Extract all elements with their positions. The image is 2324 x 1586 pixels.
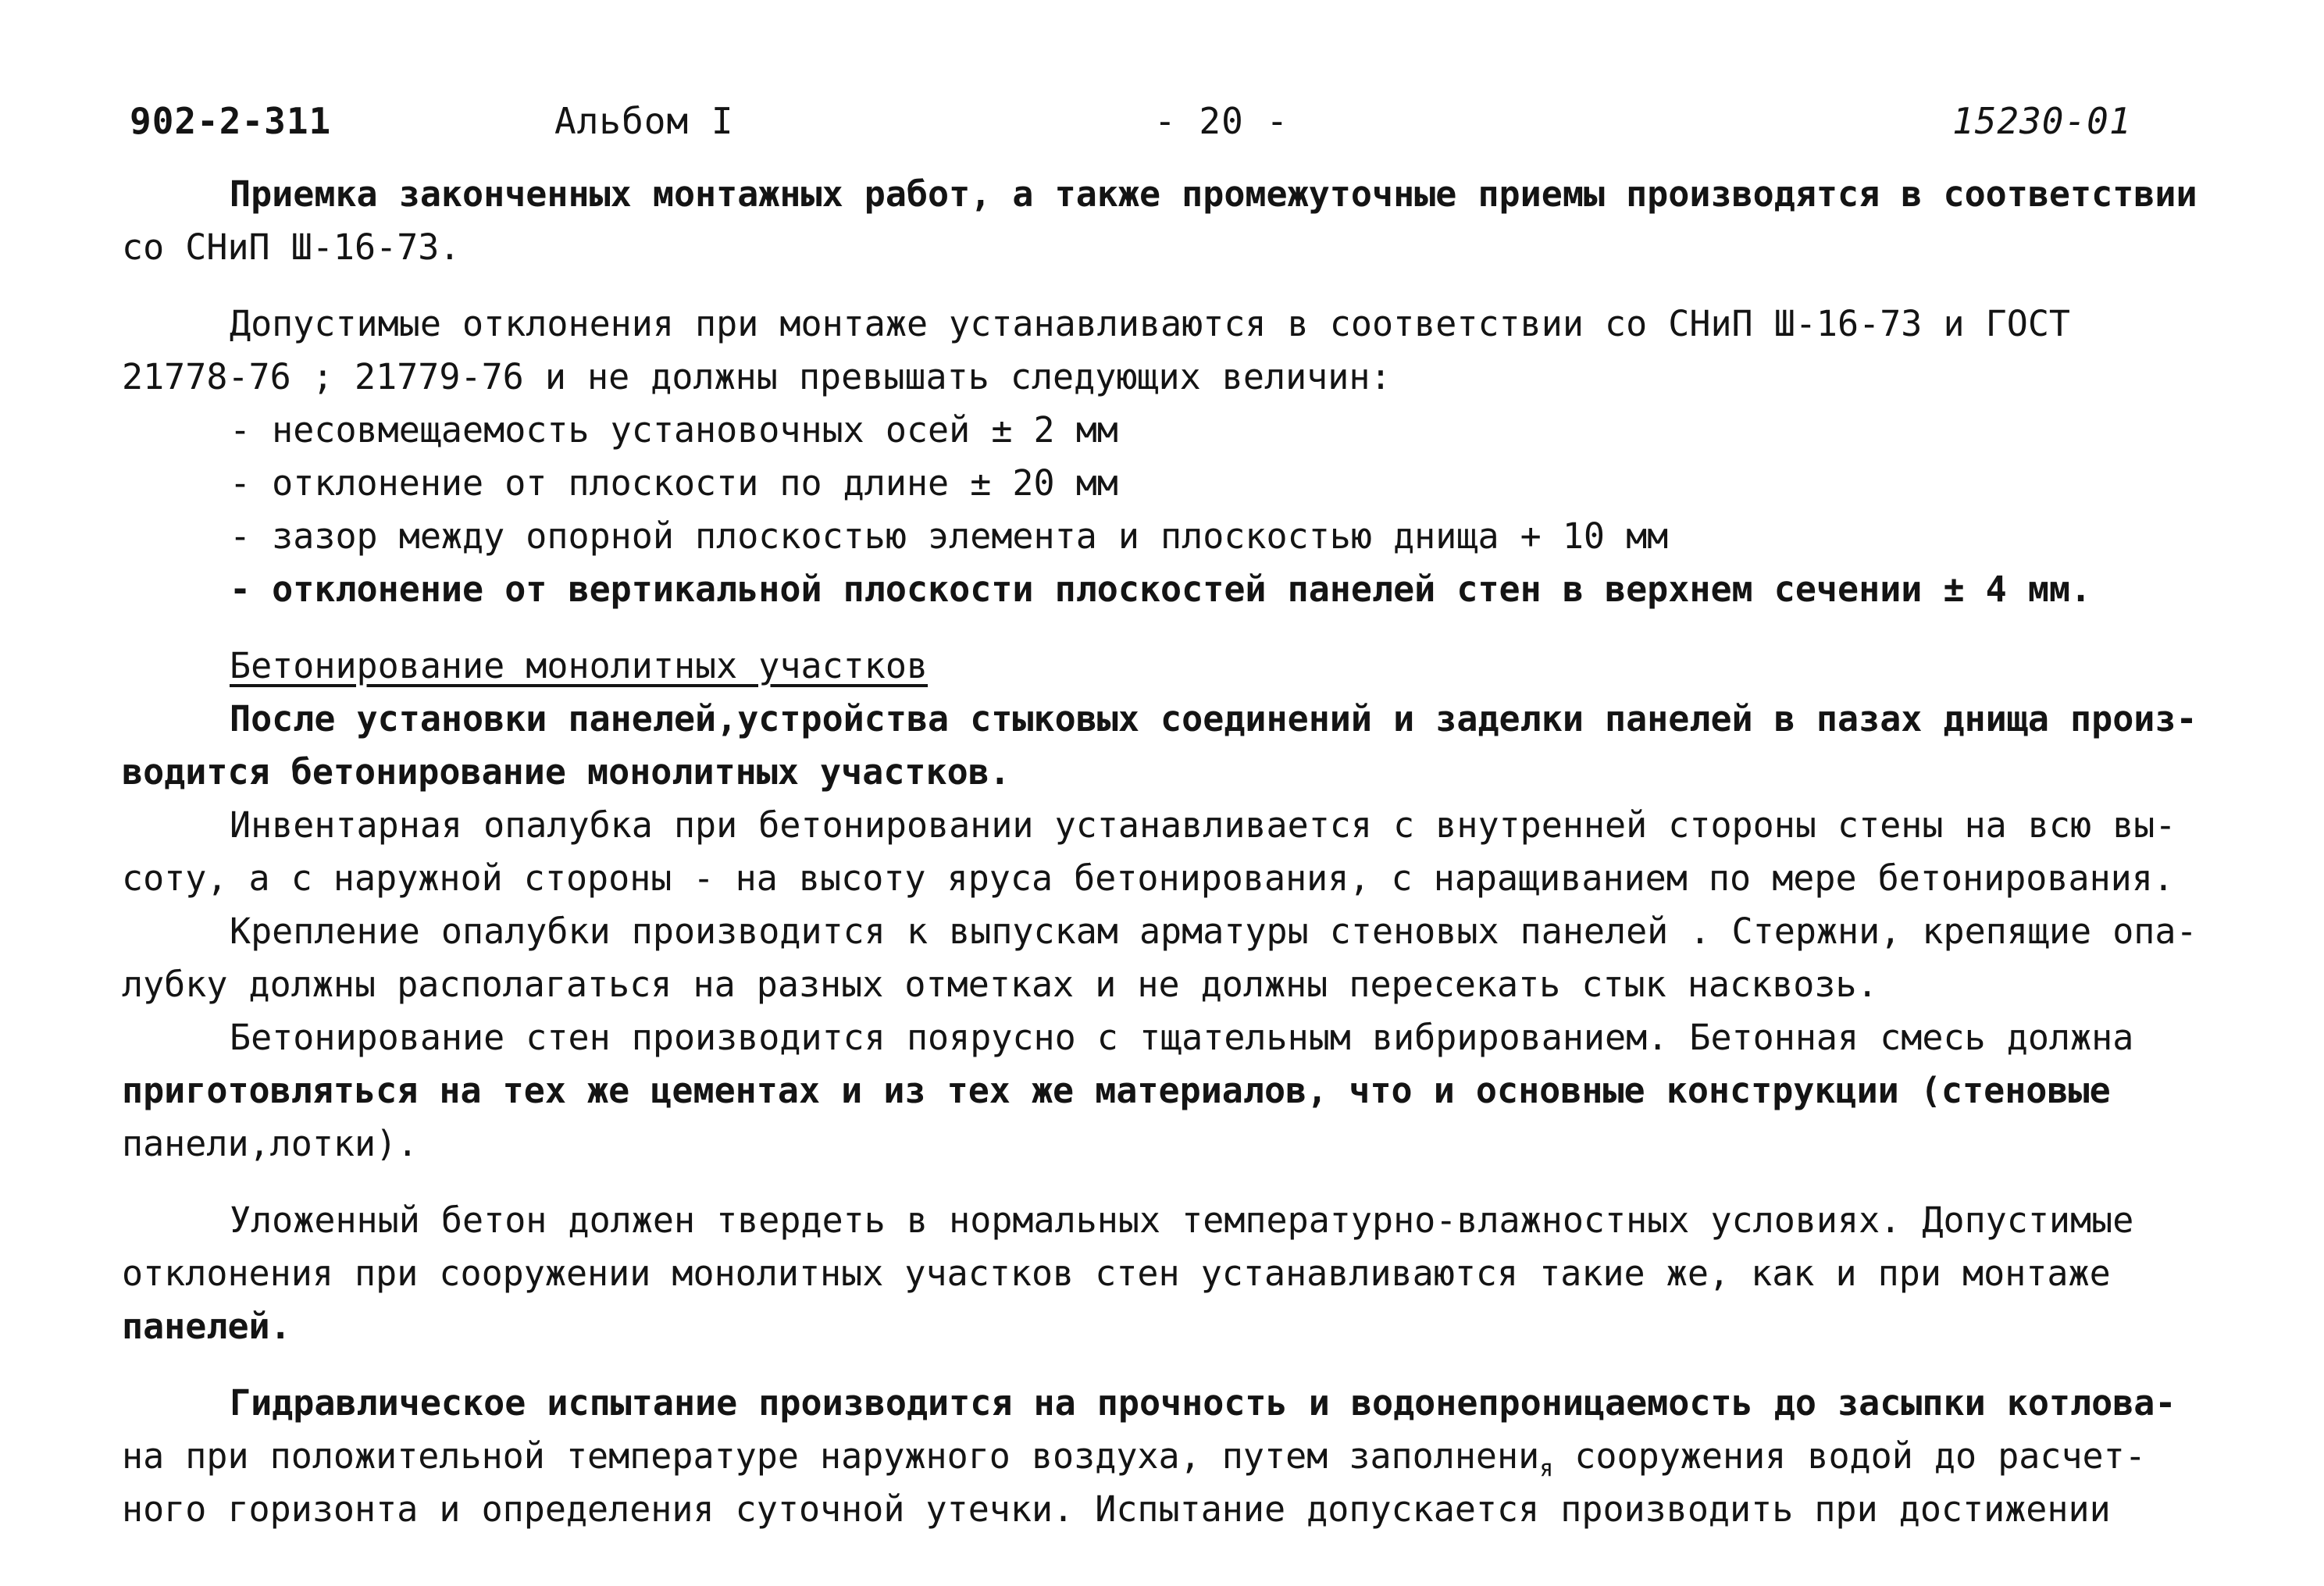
- text-line: приготовляться на тех же цементах и из тех же материалов, что и основные конструкции (стеновые: [122, 1070, 2111, 1111]
- paragraph-tolerances-intro: [122, 298, 2230, 404]
- paragraph-acceptance: [122, 168, 2230, 274]
- text-line: отклонения при сооружении монолитных участков стен устанавливаются такие же, как и при монтаже: [122, 1253, 2111, 1294]
- list-item: - несовмещаемость установочных осей ± 2 мм: [230, 409, 1118, 451]
- text-line: Допустимые отклонения при монтаже устанавливаются в соответствии со СНиП Ш-16-73 и ГОСТ: [230, 303, 2071, 344]
- text-line: ного горизонта и определения суточной утечки. Испытание допускается производить при достижении: [122, 1488, 2111, 1530]
- paragraph-concrete-2: [122, 799, 2230, 905]
- text-line: Приемка законченных монтажных работ, а также промежуточные приемы производятся в соответствии: [230, 173, 2197, 215]
- text-line: После установки панелей,устройства стыковых соединений и заделки панелей в пазах днища произ-: [230, 698, 2197, 740]
- text-line: Крепление опалубки производится к выпускам арматуры стеновых панелей . Стержни, крепящие опа-: [230, 911, 2197, 952]
- list-item: - отклонение от плоскости по длине ± 20 мм: [230, 462, 1118, 504]
- paragraph-concrete-1: [122, 693, 2230, 799]
- page-number: - 20 -: [1154, 100, 1289, 142]
- text-line: [122, 1430, 2230, 1483]
- tolerance-list: [122, 404, 2230, 616]
- text-line: Инвентарная опалубка при бетонировании устанавливается с внутренней стороны стены на всю вы-: [230, 804, 2176, 846]
- text-line: панелей.: [122, 1306, 291, 1347]
- paragraph-concrete-4: [122, 1011, 2230, 1171]
- document-body: [122, 168, 2230, 1536]
- list-item: - отклонение от вертикальной плоскости плоскостей панелей стен в верхнем сечении ± 4 мм.: [230, 568, 2092, 610]
- text-line: Уложенный бетон должен твердеть в нормальных температурно-влажностных условиях. Допустимые: [230, 1199, 2134, 1241]
- text-line: соту, а с наружной стороны - на высоту яруса бетонирования, с наращиванием по мере бетонирования.: [122, 857, 2174, 899]
- text-line: 21778-76 ; 21779-76 и не должны превышать следующих величин:: [122, 356, 1392, 397]
- section-heading: Бетонирование монолитных участков: [230, 645, 929, 686]
- paragraph-hydraulic-test: [122, 1377, 2230, 1536]
- paragraph-concrete-5: [122, 1194, 2230, 1353]
- text-line: Бетонирование стен производится поярусно с тщательным вибрированием. Бетонная смесь должна: [230, 1017, 2134, 1058]
- document-number: 15230-01: [1952, 100, 2132, 142]
- list-item: - зазор между опорной плоскостью элемента и плоскостью днища + 10 мм: [230, 515, 1669, 557]
- text-line: Гидравлическое испытание производится на прочность и водонепроницаемость до засыпки котлова-: [230, 1382, 2176, 1424]
- text-line: водится бетонирование монолитных участков.: [122, 751, 1011, 793]
- paragraph-concrete-3: [122, 905, 2230, 1011]
- text-line: лубку должны располагаться на разных отметках и не должны пересекать стык насквозь.: [122, 964, 1878, 1005]
- album-label: Альбом I: [554, 100, 734, 142]
- text-fragment: на при положительной температуре наружного воздуха, путем заполнени: [122, 1435, 1540, 1477]
- text-line: панели,лотки).: [122, 1123, 419, 1164]
- project-code: 902-2-311: [130, 100, 332, 142]
- subscript-letter: я: [1539, 1455, 1554, 1482]
- text-fragment: сооружения водой до расчет-: [1553, 1435, 2146, 1477]
- text-line: со СНиП Ш-16-73.: [122, 226, 461, 268]
- section-heading-wrapper: [122, 640, 2230, 693]
